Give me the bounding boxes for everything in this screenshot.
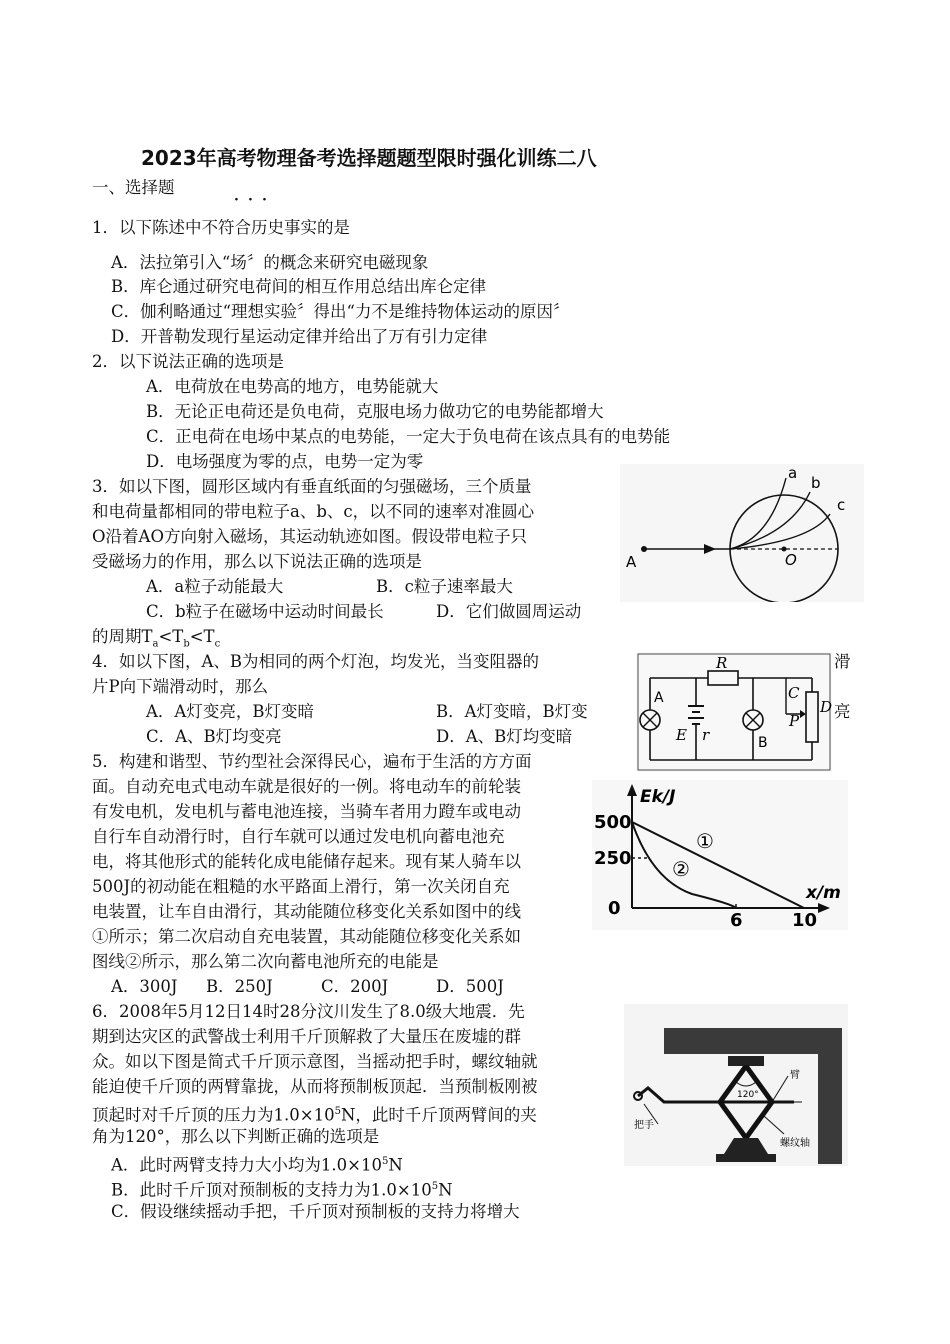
question-6-line: 顶起时对千斤顶的压力为$1.0\times 10^5N$，此时千斤顶两臂间的夹 <box>92 1105 537 1125</box>
question-1-option-d: D．开普勒发现行星运动定律并给出了万有引力定律 <box>111 327 488 346</box>
question-1-option-b: B．库仑通过研究电荷间的相互作用总结出库仑定律 <box>111 277 487 296</box>
question-3-line: 和电荷量都相同的带电粒子a、b、c，以不同的速率对准圆心 <box>92 502 535 521</box>
question-2-option-b: B．无论正电荷还是负电荷，克服电场力做功它的电势能都增大 <box>146 402 604 421</box>
figure-energy-graph <box>592 780 848 930</box>
label-A: A <box>654 690 664 706</box>
question-5-line: 电装置，让车自由滑行，其动能随位移变化关系如图中的线 <box>92 902 521 921</box>
label-A: A <box>626 553 637 571</box>
section-heading: 一、选择题 <box>92 178 175 197</box>
label-b: b <box>811 474 821 492</box>
figure-magnetic-field <box>620 464 864 602</box>
label-D: D <box>820 698 832 716</box>
question-5-line: ①所示；第二次启动自充电装置，其动能随位移变化关系如 <box>92 927 521 946</box>
question-1-option-c: C．伽利略通过“理想实验〞得出“力不是维持物体运动的原因〞 <box>111 302 570 321</box>
question-4-line-tail: 滑 <box>834 652 851 671</box>
question-3-option-c: C．b粒子在磁场中运动时间最长 <box>146 602 384 621</box>
question-5-line: 500J的初动能在粗糙的水平路面上滑行，第一次关闭自充 <box>92 877 510 896</box>
page-title: 2023年高考物理备考选择题题型限时强化训练二八 <box>141 146 597 170</box>
question-6-option-a: A．此时两臂支持力大小均为$1.0\times 10^5N$ <box>111 1155 403 1175</box>
question-6-line: 能迫使千斤顶的两臂靠拢，从而将预制板顶起．当预制板刚被 <box>92 1077 538 1096</box>
question-6-option-b: B．此时千斤顶对预制板的支持力为$1.0\times 10^5N$ <box>111 1180 453 1200</box>
question-2-option-a: A．电荷放在电势高的地方，电势能就大 <box>146 377 439 396</box>
question-6-line: 6．2008年5月12日14时28分汶川发生了8.0级大地震．先 <box>92 1002 525 1021</box>
question-5-line: 电，将其他形式的能转化成电能储存起来。现有某人骑车以 <box>92 852 521 871</box>
x-tick-6: 6 <box>730 910 743 930</box>
figure-car-jack <box>624 1004 848 1166</box>
question-6-option-c: C．假设继续摇动手把，千斤顶对预制板的支持力将增大 <box>111 1202 520 1221</box>
question-3-option-a: A．a粒子动能最大 <box>146 577 284 596</box>
emphasis-dot: · <box>234 192 239 208</box>
x-axis-label: x/m <box>806 883 841 903</box>
question-2-stem: 2．以下说法正确的选项是 <box>92 352 284 371</box>
label-arm: 臂 <box>790 1070 800 1081</box>
y-tick-500: 500 <box>594 812 632 833</box>
question-6-line: 角为120°，那么以下判断正确的选项是 <box>92 1127 380 1146</box>
label-B: B <box>758 735 768 751</box>
curve-2-label: ② <box>672 857 690 881</box>
label-screw: 螺纹轴 <box>780 1138 810 1149</box>
question-5-line: 面。自动充电式电动车就是很好的一例。将电动车的前轮装 <box>92 777 521 796</box>
label-a: a <box>788 464 798 482</box>
figure-circuit <box>636 652 832 772</box>
question-1-option-a: A．法拉第引入“场〞的概念来研究电磁现象 <box>111 253 429 272</box>
label-handle: 把手 <box>634 1120 654 1131</box>
question-2-option-d: D．电场强度为零的点，电势一定为零 <box>146 452 424 471</box>
question-5-line: 有发电机，发电机与蓄电池连接，当骑车者用力蹬车或电动 <box>92 802 521 821</box>
question-5-option-a: A．300J <box>111 977 178 996</box>
question-4-option-d: D．A、B灯均变暗 <box>436 727 573 746</box>
question-6-line: 众。如以下图是简式千斤顶示意图，当摇动把手时，螺纹轴就 <box>92 1052 538 1071</box>
question-1-stem: 1．以下陈述中不符合历史事实的是 <box>92 218 350 237</box>
question-5-line: 图线②所示，那么第二次向蓄电池所充的电能是 <box>92 952 439 971</box>
question-4-option-b: B．A灯变暗，B灯变 <box>436 702 588 721</box>
question-4-line: 4．如以下图，A、B为相同的两个灯泡，均发光，当变阻器的 <box>92 652 540 671</box>
question-4-option-c: C．A、B灯均变亮 <box>146 727 282 746</box>
label-C: C <box>788 684 800 702</box>
question-3-option-b: B．c粒子速率最大 <box>376 577 513 596</box>
question-3-line: O沿着AO方向射入磁场，其运动轨迹如图。假设带电粒子只 <box>92 527 527 546</box>
question-5-option-b: B．250J <box>206 977 273 996</box>
question-3-line: 3．如以下图，圆形区域内有垂直纸面的匀强磁场，三个质量 <box>92 477 532 496</box>
question-6-line: 期到达灾区的武警战士利用千斤顶解救了大量压在废墟的群 <box>92 1027 521 1046</box>
emphasis-dot: · <box>248 192 253 208</box>
question-5-option-d: D．500J <box>436 977 504 996</box>
label-angle: 120° <box>737 1090 759 1100</box>
x-tick-0: 0 <box>608 898 621 919</box>
question-3-line: 受磁场力的作用，那么以下说法正确的选项是 <box>92 552 422 571</box>
question-3-option-d-cont: 的周期$T_a<T_b<T_c$ <box>92 627 221 650</box>
y-axis-label: Ek/J <box>640 787 676 807</box>
question-5-line: 自行车自动滑行时，自行车就可以通过发电机向蓄电池充 <box>92 827 505 846</box>
label-c: c <box>837 496 846 514</box>
curve-1-label: ① <box>696 829 714 853</box>
label-E: E <box>676 726 687 744</box>
label-P: P <box>789 712 800 730</box>
question-3-option-d: D．它们做圆周运动 <box>436 602 582 621</box>
question-2-option-c: C．正电荷在电场中某点的电势能，一定大于负电荷在该点具有的电势能 <box>146 427 671 446</box>
question-4-option-a: A．A灯变亮，B灯变暗 <box>146 702 314 721</box>
question-4-option-b-tail: 亮 <box>834 702 851 721</box>
question-5-option-c: C．200J <box>321 977 389 996</box>
label-R: R <box>716 654 728 672</box>
x-tick-10: 10 <box>792 910 818 930</box>
question-5-line: 5．构建和谐型、节约型社会深得民心，遍布于生活的方方面 <box>92 752 532 771</box>
question-4-line: 片P向下端滑动时，那么 <box>92 677 269 696</box>
label-O: O <box>785 551 797 569</box>
label-r: r <box>702 726 710 744</box>
emphasis-dot: · <box>262 192 267 208</box>
y-tick-250: 250 <box>594 848 632 869</box>
